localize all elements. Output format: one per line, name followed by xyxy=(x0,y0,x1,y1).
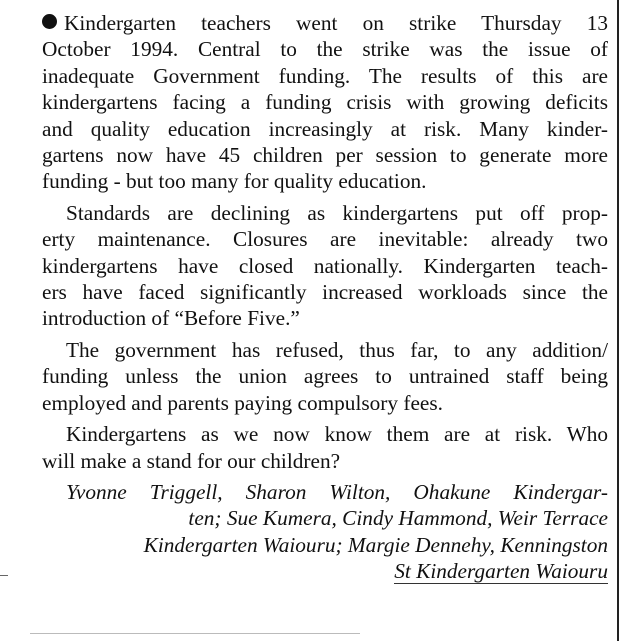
text-line: will make a stand for our children? xyxy=(42,448,341,473)
text-line: and quality education increasingly at risk. Many kinder- xyxy=(42,116,608,141)
text-line: inadequate Government funding. The results of this are xyxy=(42,63,608,88)
text-line: Kindergartens as we now know them are at risk. Who xyxy=(66,422,608,447)
paragraph-4 xyxy=(42,421,608,474)
letter-body xyxy=(42,10,608,585)
signature-line: ten; Sue Kumera, Cindy Hammond, Weir Terrace xyxy=(188,506,608,531)
bullet-icon xyxy=(42,14,57,29)
text-line: introduction of “Before Five.” xyxy=(42,306,300,331)
text-line: October 1994. Central to the strike was the issue of xyxy=(42,37,608,62)
text-line: gartens now have 45 children per session to generate more xyxy=(42,143,608,168)
text-line: employed and parents paying compulsory fees. xyxy=(42,390,443,415)
paragraph-3 xyxy=(42,337,608,416)
text-line: funding - but too many for quality education. xyxy=(42,169,427,194)
text-line: Standards are declining as kindergartens put off prop- xyxy=(66,200,608,225)
text-line: The government has refused, thus far, to any addition/ xyxy=(66,337,608,362)
text-line: Kindergarten teachers went on strike Thursday 13 xyxy=(42,10,608,36)
text-line: kindergartens facing a funding crisis with growing deficits xyxy=(42,90,608,115)
column-divider-mark xyxy=(0,575,8,576)
text-line: kindergartens have closed nationally. Kindergarten teach- xyxy=(42,253,608,278)
signature-last-line: St Kindergarten Waiouru xyxy=(394,559,608,584)
text-line: ers have faced significantly increased workloads since the xyxy=(42,280,608,305)
signature-line: Kindergarten Waiouru; Margie Dennehy, Kenningston xyxy=(143,532,608,557)
signature-line xyxy=(42,558,608,584)
text-line: erty maintenance. Closures are inevitable: already two xyxy=(42,227,608,252)
paragraph-1 xyxy=(42,10,608,195)
signature-line: Yvonne Triggell, Sharon Wilton, Ohakune Kindergar- xyxy=(66,479,608,504)
bottom-rule xyxy=(30,633,360,634)
signature-block xyxy=(42,479,608,585)
text-line: funding unless the union agrees to untrained staff being xyxy=(42,364,608,389)
paragraph-2 xyxy=(42,200,608,332)
